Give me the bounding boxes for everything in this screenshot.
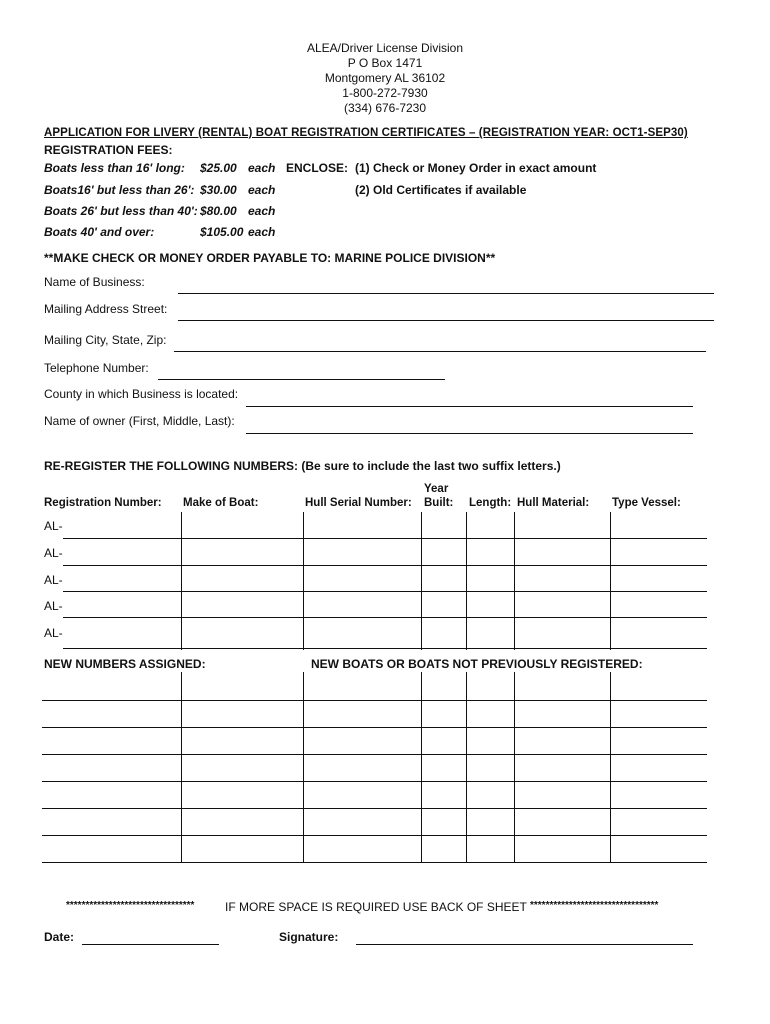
header-line-1: ALEA/Driver License Division: [306, 41, 464, 55]
enclose-label: ENCLOSE:: [286, 161, 349, 175]
new-boats-heading: NEW BOATS OR BOATS NOT PREVIOUSLY REGISTERED:: [311, 657, 643, 671]
fee-unit-2: each: [248, 183, 276, 197]
rereg-prefix-1: AL-: [44, 519, 63, 533]
reregister-heading: RE-REGISTER THE FOLLOWING NUMBERS: (Be sure to include the last two suffix letters.): [44, 459, 561, 473]
mailing-city-label: Mailing City, State, Zip:: [44, 333, 167, 347]
date-label: Date:: [44, 930, 75, 944]
more-space-stars-right: *********************************: [530, 900, 659, 911]
owner-label: Name of owner (First, Middle, Last):: [44, 414, 235, 428]
more-space-stars-left: *********************************: [66, 900, 195, 911]
date-line[interactable]: [82, 944, 219, 945]
col-make-of-boat: Make of Boat:: [183, 497, 259, 509]
mailing-street-label: Mailing Address Street:: [44, 302, 168, 316]
new-row-line[interactable]: [42, 808, 707, 809]
fee-amount-1: $25.00: [200, 161, 237, 175]
fee-label-3: Boats 26' but less than 40':: [44, 204, 198, 218]
fee-label-2: Boats16' but less than 26':: [44, 183, 195, 197]
header-line-5: (334) 676-7230: [343, 101, 427, 115]
fee-amount-4: $105.00: [200, 225, 244, 239]
form-title: APPLICATION FOR LIVERY (RENTAL) BOAT REGISTRATION CERTIFICATES – (REGISTRATION YEAR: OCT1-SEP30): [44, 127, 688, 139]
signature-label: Signature:: [279, 930, 339, 944]
header-line-4: 1-800-272-7930: [342, 86, 428, 100]
header-line-3: Montgomery AL 36102: [324, 71, 446, 85]
rereg-col-divider: [181, 512, 182, 650]
enclose-item-2: (2) Old Certificates if available: [355, 183, 527, 197]
new-numbers-heading: NEW NUMBERS ASSIGNED:: [44, 657, 206, 671]
rereg-row-line-4[interactable]: [63, 617, 707, 618]
business-name-line[interactable]: [178, 293, 714, 294]
telephone-line[interactable]: [158, 379, 445, 380]
fees-heading: REGISTRATION FEES:: [44, 143, 173, 157]
fee-amount-3: $80.00: [200, 204, 237, 218]
rereg-prefix-5: AL-: [44, 626, 63, 640]
rereg-col-divider: [303, 512, 304, 650]
telephone-label: Telephone Number:: [44, 361, 149, 375]
rereg-prefix-4: AL-: [44, 599, 63, 613]
new-row-line[interactable]: [42, 727, 707, 728]
col-registration-number: Registration Number:: [44, 497, 162, 509]
more-space-note: IF MORE SPACE IS REQUIRED USE BACK OF SHEET: [225, 900, 527, 914]
fee-unit-1: each: [248, 161, 276, 175]
county-line[interactable]: [246, 406, 693, 407]
payable-note: **MAKE CHECK OR MONEY ORDER PAYABLE TO: MARINE POLICE DIVISION**: [44, 251, 496, 265]
col-length: Length:: [469, 497, 512, 509]
rereg-col-divider: [610, 512, 611, 650]
fee-amount-2: $30.00: [200, 183, 237, 197]
rereg-col-divider: [514, 512, 515, 650]
col-year: Year: [424, 483, 449, 495]
new-row-line[interactable]: [42, 781, 707, 782]
signature-line[interactable]: [356, 944, 693, 945]
rereg-prefix-3: AL-: [44, 573, 63, 587]
new-row-line[interactable]: [42, 835, 707, 836]
fee-label-1: Boats less than 16' long:: [44, 161, 185, 175]
rereg-row-line-1[interactable]: [63, 538, 707, 539]
enclose-item-1: (1) Check or Money Order in exact amount: [355, 161, 597, 175]
col-hull-material: Hull Material:: [517, 497, 590, 509]
county-label: County in which Business is located:: [44, 387, 239, 401]
new-row-line[interactable]: [42, 700, 707, 701]
col-type-vessel: Type Vessel:: [612, 497, 681, 509]
mailing-street-line[interactable]: [178, 320, 714, 321]
rereg-col-divider: [466, 512, 467, 650]
rereg-row-line-2[interactable]: [63, 565, 707, 566]
rereg-row-line-3[interactable]: [63, 591, 707, 592]
fee-unit-3: each: [248, 204, 276, 218]
fee-label-4: Boats 40' and over:: [44, 225, 155, 239]
header-line-2: P O Box 1471: [347, 56, 423, 70]
col-built: Built:: [424, 497, 454, 509]
business-name-label: Name of Business:: [44, 275, 145, 289]
owner-line[interactable]: [246, 433, 693, 434]
fee-unit-4: each: [248, 225, 276, 239]
rereg-col-divider: [421, 512, 422, 650]
new-row-line[interactable]: [42, 862, 707, 863]
new-row-line[interactable]: [42, 754, 707, 755]
mailing-city-line[interactable]: [174, 351, 706, 352]
rereg-prefix-2: AL-: [44, 546, 63, 560]
col-hull-serial-number: Hull Serial Number:: [305, 497, 412, 509]
rereg-row-line-5[interactable]: [63, 648, 707, 649]
